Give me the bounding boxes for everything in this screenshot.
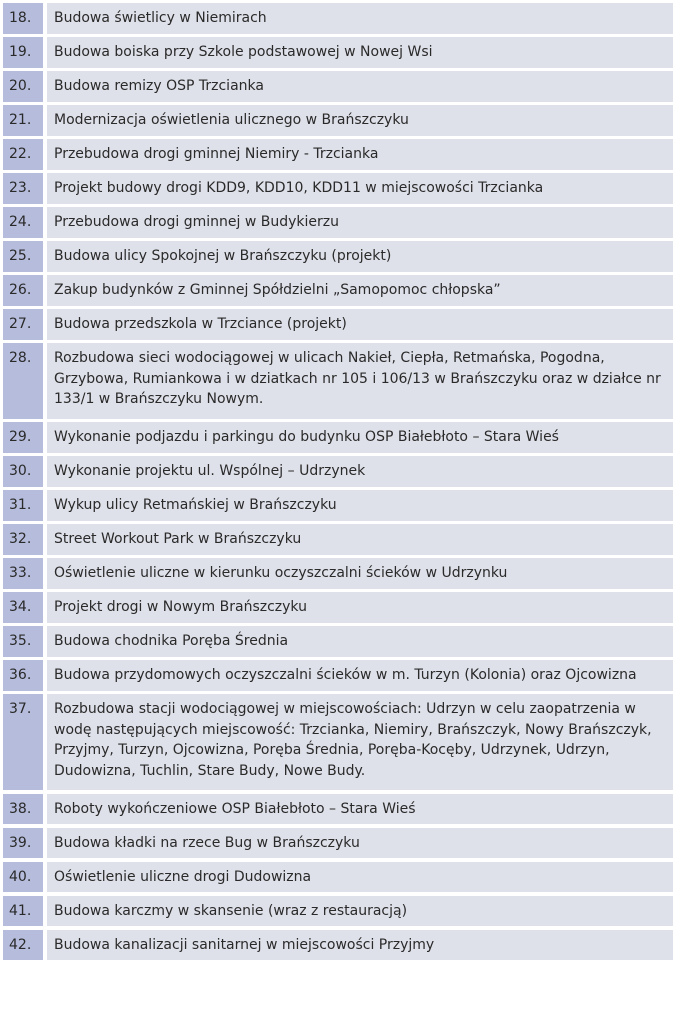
row-number: 38. [3, 794, 43, 825]
row-description: Budowa chodnika Poręba Średnia [47, 626, 673, 657]
row-description: Rozbudowa sieci wodociągowej w ulicach Nakieł, Ciepła, Retmańska, Pogodna, Grzybowa, Rumiankowa i w dziatkach nr 105 i 106/13 w Brańszczyku oraz w działce nr 133/1 w Brańszczyku Nowym. [47, 343, 673, 419]
row-description: Roboty wykończeniowe OSP Białebłoto – Stara Wieś [47, 794, 673, 825]
row-description: Oświetlenie uliczne drogi Dudowizna [47, 862, 673, 893]
row-number: 40. [3, 862, 43, 893]
table-row [3, 456, 673, 487]
row-number: 22. [3, 139, 43, 170]
row-description: Budowa ulicy Spokojnej w Brańszczyku (projekt) [47, 241, 673, 272]
row-number: 34. [3, 592, 43, 623]
table-row [3, 105, 673, 136]
row-number: 32. [3, 524, 43, 555]
table-row [3, 275, 673, 306]
row-description: Budowa świetlicy w Niemirach [47, 3, 673, 34]
table-row [3, 558, 673, 589]
row-description: Budowa boiska przy Szkole podstawowej w Nowej Wsi [47, 37, 673, 68]
row-description: Przebudowa drogi gminnej w Budykierzu [47, 207, 673, 238]
row-number: 18. [3, 3, 43, 34]
row-description: Oświetlenie uliczne w kierunku oczyszczalni ścieków w Udrzynku [47, 558, 673, 589]
row-number: 39. [3, 828, 43, 859]
table-row [3, 139, 673, 170]
table-row [3, 241, 673, 272]
table-row [3, 422, 673, 453]
row-description: Modernizacja oświetlenia ulicznego w Brańszczyku [47, 105, 673, 136]
table-row [3, 794, 673, 825]
row-number: 26. [3, 275, 43, 306]
table-row [3, 828, 673, 859]
investment-table [3, 3, 673, 964]
row-description: Zakup budynków z Gminnej Spółdzielni „Samopomoc chłopska” [47, 275, 673, 306]
table-row [3, 896, 673, 927]
row-number: 25. [3, 241, 43, 272]
table-row [3, 207, 673, 238]
row-number: 27. [3, 309, 43, 340]
table-row [3, 343, 673, 419]
table-row [3, 309, 673, 340]
row-description: Budowa kanalizacji sanitarnej w miejscowości Przyjmy [47, 930, 673, 961]
table-row [3, 3, 673, 34]
row-number: 23. [3, 173, 43, 204]
row-description: Wykonanie projektu ul. Wspólnej – Udrzynek [47, 456, 673, 487]
row-number: 20. [3, 71, 43, 102]
table-row [3, 37, 673, 68]
row-description: Budowa karczmy w skansenie (wraz z restauracją) [47, 896, 673, 927]
table-row [3, 71, 673, 102]
row-number: 24. [3, 207, 43, 238]
table-row [3, 490, 673, 521]
row-number: 36. [3, 660, 43, 691]
row-description: Projekt budowy drogi KDD9, KDD10, KDD11 w miejscowości Trzcianka [47, 173, 673, 204]
row-description: Street Workout Park w Brańszczyku [47, 524, 673, 555]
row-description: Wykonanie podjazdu i parkingu do budynku OSP Białebłoto – Stara Wieś [47, 422, 673, 453]
table-row [3, 592, 673, 623]
table-row [3, 524, 673, 555]
row-description: Wykup ulicy Retmańskiej w Brańszczyku [47, 490, 673, 521]
row-number: 33. [3, 558, 43, 589]
row-number: 19. [3, 37, 43, 68]
row-number: 28. [3, 343, 43, 419]
row-description: Budowa kładki na rzece Bug w Brańszczyku [47, 828, 673, 859]
row-number: 35. [3, 626, 43, 657]
row-number: 30. [3, 456, 43, 487]
row-number: 31. [3, 490, 43, 521]
row-description: Budowa remizy OSP Trzcianka [47, 71, 673, 102]
table-row [3, 862, 673, 893]
row-description: Projekt drogi w Nowym Brańszczyku [47, 592, 673, 623]
table-row [3, 930, 673, 961]
table-row [3, 660, 673, 691]
row-number: 37. [3, 694, 43, 790]
row-number: 21. [3, 105, 43, 136]
table-row [3, 694, 673, 790]
table-row [3, 626, 673, 657]
row-description: Budowa przydomowych oczyszczalni ścieków w m. Turzyn (Kolonia) oraz Ojcowizna [47, 660, 673, 691]
row-number: 29. [3, 422, 43, 453]
row-number: 42. [3, 930, 43, 961]
row-description: Rozbudowa stacji wodociągowej w miejscowościach: Udrzyn w celu zaopatrzenia w wodę następujących miejscowość: Trzcianka, Niemiry, Brańszczyk, Nowy Brańszczyk, Przyjmy, Turzyn, Ojcowizna, Poręba Średnia, Poręba-Kocęby, Udrzynek, Udrzyn, Dudowizna, Tuchlin, Stare Budy, Nowe Budy. [47, 694, 673, 790]
table-row [3, 173, 673, 204]
row-number: 41. [3, 896, 43, 927]
row-description: Budowa przedszkola w Trzciance (projekt) [47, 309, 673, 340]
row-description: Przebudowa drogi gminnej Niemiry - Trzcianka [47, 139, 673, 170]
